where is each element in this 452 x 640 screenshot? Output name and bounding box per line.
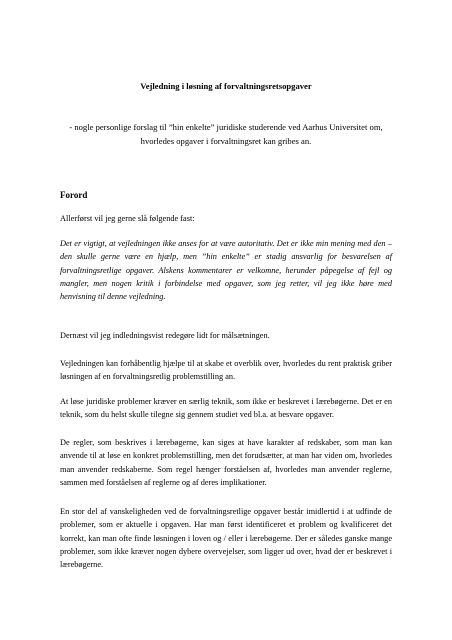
document-subtitle: - nogle personlige forslag til ”hin enkelte” juridiske studerende ved Aarhus Universitet om, hvorledes opgaver i forvaltningsret kan gribes an. [69, 122, 383, 146]
paragraph-intro: Allerførst vil jeg gerne slå følgende fast: [60, 214, 195, 223]
section-heading: Forord [60, 190, 88, 200]
paragraph-overview: Vejledningen kan forhåbentlig hjælpe til at skabe et overblik over, hvorledes du rent praktisk griber løsningen af en forvaltningsretlig problemstilling an. [60, 359, 392, 382]
paragraph-disclaimer: Det er vigtigt, at vejledningen ikke anses for at være autoritativ. Det er ikke min mening med den – den skulle gerne være en hjælp, men ”hin enkelte” er stadig ansvarlig for besvarelsen af forvaltningsretlige opgaver. Alskens kommentarer er velkomne, herunder påpegelse af fejl og mangler, men nogen kritik i forbindelse med opgaver, som jeg retter, vil jeg ikke høre med henvisning til denne vejledning. [60, 239, 392, 302]
paragraph-difficulty: En stor del af vanskeligheden ved de forvaltningsretlige opgaver består imidlertid i at udfinde de problemer, som er aktuelle i opgaven. Har man først identificeret et problem og kvalificeret det korrekt, kan man ofte finde løsningen i loven og / eller i lærebøgerne. Der er således ganske mange problemer, som ikke kræver nogen dybere overvejelser, som ligger ud over, hvad der er beskrevet i lærebøgerne. [60, 507, 392, 570]
paragraph-technique: At løse juridiske problemer kræver en særlig teknik, som ikke er beskrevet i lærebøgerne. Det er en teknik, som du helst skulle tilegne sig gennem studiet ved bl.a. at besvare opgaver. [60, 397, 392, 420]
document-title: Vejledning i løsning af forvaltningsretsopgaver [140, 81, 312, 91]
paragraph-goal: Dernæst vil jeg indledningsvist redegøre lidt for målsætningen. [60, 331, 270, 340]
paragraph-rules: De regler, som beskrives i lærebøgerne, kan siges at have karakter af redskaber, som man kan anvende til at løse en konkret problemstilling, men det forudsætter, at man har viden om, hvorledes man anvender redskaberne. Som regel hænger forståelsen af, hvorledes man anvender reglerne, sammen med forståelsen af reglerne og af deres implikationer. [60, 438, 392, 487]
